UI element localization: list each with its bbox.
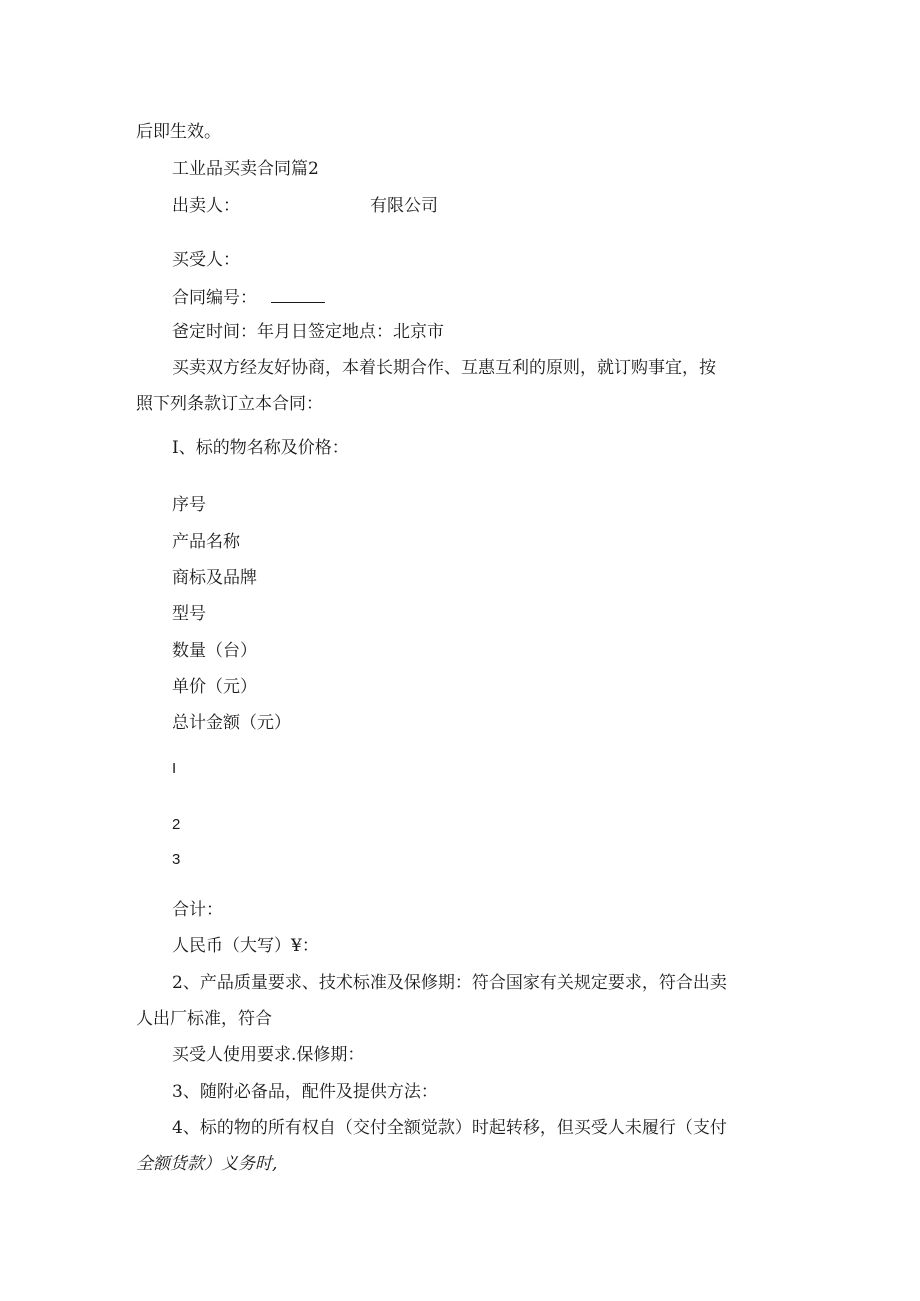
subtotal-label: 合计：: [172, 900, 223, 920]
clause-2-line-2: 人出厂标准，符合: [136, 1009, 272, 1029]
clause-4-line-1: 4、标的物的所有权自（交付全额觉款）时起转移，但买受人未履行（支付: [172, 1118, 727, 1138]
table-header-model: 型号: [172, 604, 206, 624]
table-header-serial: 序号: [172, 495, 206, 515]
table-row-number-2: 2: [172, 816, 181, 833]
buyer-label: 买受人：: [172, 250, 240, 270]
clause-2-line-3: 买受人使用要求.保修期：: [172, 1045, 365, 1065]
preamble-line-1: 买卖双方经友好协商，本着长期合作、互惠互利的原则，就订购事宜，按: [172, 358, 716, 378]
seller-company: 有限公司: [370, 196, 438, 216]
table-header-total: 总计金额（元）: [172, 713, 291, 733]
table-row-number-3: 3: [172, 851, 181, 868]
table-header-unit-price: 单价（元）: [172, 677, 257, 697]
contract-number-label: 合同编号：: [172, 288, 257, 308]
clause-2-line-1: 2、产品质量要求、技术标准及保修期：符合国家有关规定要求，符合出卖: [172, 973, 727, 993]
table-header-product-name: 产品名称: [172, 532, 240, 552]
clause-4-line-2: 全额货款）义务时,: [136, 1154, 278, 1174]
clause-1-heading: I、标的物名称及价格：: [172, 438, 349, 458]
contract-number-row: [172, 286, 325, 309]
seller-label: 出卖人：: [172, 196, 240, 216]
table-row-number-1: I: [172, 760, 177, 777]
table-header-quantity: 数量（台）: [172, 641, 257, 661]
date-place-line: 爸定时间：年月日签定地点：北京市: [172, 322, 444, 342]
section-title: 工业品买卖合同篇2: [172, 159, 319, 179]
table-header-brand: 商标及品牌: [172, 568, 257, 588]
text-line-effective: 后即生效。: [136, 122, 221, 142]
rmb-amount-label: 人民币（大写）¥：: [172, 936, 319, 956]
clause-3-line: 3、随附必备品，配件及提供方法：: [172, 1082, 438, 1102]
contract-number-blank: [271, 286, 325, 303]
preamble-line-2: 照下列条款订立本合同：: [136, 394, 323, 414]
